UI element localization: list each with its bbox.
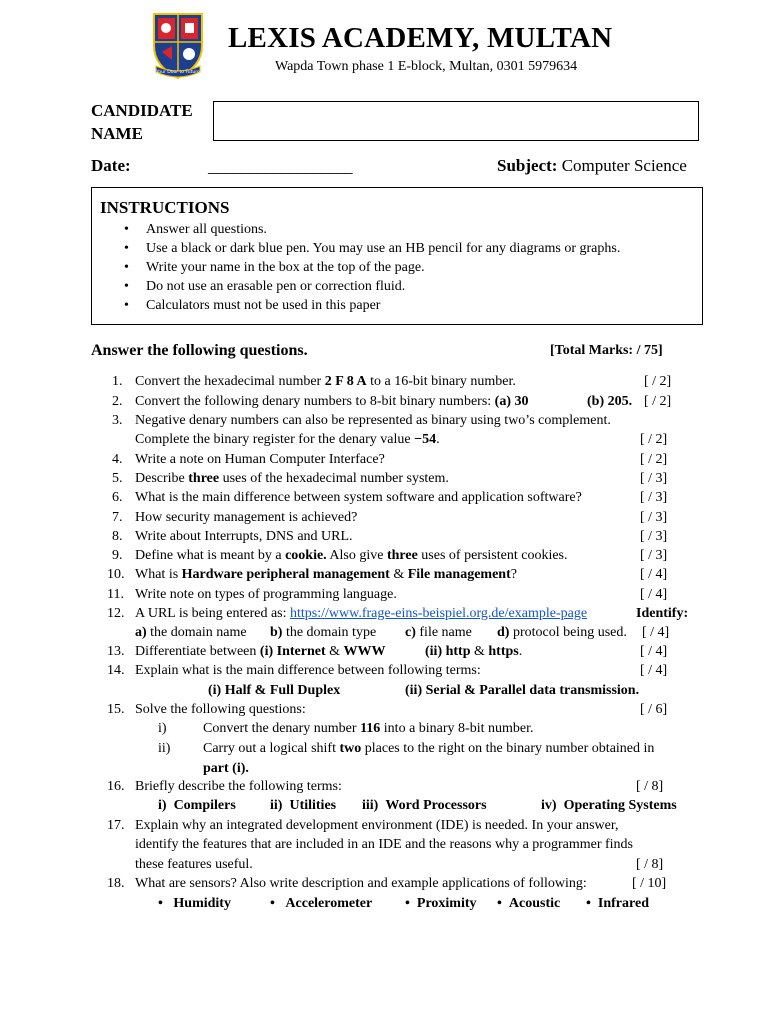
question-number: 9. <box>112 548 123 563</box>
question-number: 11. <box>107 587 124 602</box>
question-15-part-i: Convert the denary number 116 into a binary 8-bit number. <box>203 721 534 736</box>
question-number: 13. <box>107 644 125 659</box>
marks: [ / 2] <box>644 374 672 389</box>
question-number: 1. <box>112 374 123 389</box>
question-13-part-ii: (ii) http & https. <box>425 644 523 659</box>
school-address: Wapda Town phase 1 E-block, Multan, 0301 5979634 <box>275 59 578 74</box>
svg-text:Your Door to Future: Your Door to Future <box>156 70 200 75</box>
total-marks: [Total Marks: / 75] <box>550 343 663 358</box>
question-17-line-3: these features useful. <box>135 857 253 872</box>
question-number: 6. <box>112 490 123 505</box>
question-15: Solve the following questions: <box>135 702 306 717</box>
marks: [ / 2] <box>644 394 672 409</box>
question-12-part-c: c) file name <box>405 625 472 640</box>
question-17-line-2: identify the features that are included in an IDE and the reasons why a programmer finds <box>135 837 633 852</box>
subject: Subject: Computer Science <box>497 156 687 175</box>
term-iii: iii) Word Processors <box>362 798 487 813</box>
marks: [ / 3] <box>640 510 668 525</box>
marks: [ / 10] <box>632 876 667 891</box>
sensor-item: • Infrared <box>586 896 649 911</box>
question-number: 4. <box>112 452 123 467</box>
question-number: 7. <box>112 510 123 525</box>
instruction-item: • Do not use an erasable pen or correction fluid. <box>122 277 620 296</box>
term-iv: iv) Operating Systems <box>541 798 677 813</box>
question-2: Convert the following denary numbers to 8-bit binary numbers: (a) 30 <box>135 394 529 409</box>
question-3: Negative denary numbers can also be represented as binary using two’s complement. <box>135 413 611 428</box>
marks: [ / 8] <box>636 857 664 872</box>
question-14-term-i: (i) Half & Full Duplex <box>208 683 341 698</box>
questions-heading: Answer the following questions. <box>91 342 308 359</box>
question-number: 10. <box>107 567 125 582</box>
question-number: 18. <box>107 876 125 891</box>
marks: [ / 2] <box>640 452 668 467</box>
identify-label: Identify: <box>636 606 689 621</box>
sensor-item: • Acoustic <box>497 896 561 911</box>
marks: [ / 4] <box>642 625 670 640</box>
marks: [ / 3] <box>640 490 668 505</box>
question-number: 16. <box>107 779 125 794</box>
question-1: Convert the hexadecimal number 2 F 8 A to a 16-bit binary number. <box>135 374 516 389</box>
question-4: Write a note on Human Computer Interface? <box>135 452 385 467</box>
question-number: 3. <box>112 413 123 428</box>
marks: [ / 2] <box>640 432 668 447</box>
question-14: Explain what is the main difference between following terms: <box>135 663 481 678</box>
question-12-parts: a) the domain name <box>135 625 247 640</box>
question-number: 8. <box>112 529 123 544</box>
sensor-item: • Proximity <box>405 896 477 911</box>
question-6: What is the main difference between system software and application software? <box>135 490 582 505</box>
question-15-part-ii-cont: part (i). <box>203 761 249 776</box>
question-8: Write about Interrupts, DNS and URL. <box>135 529 353 544</box>
question-10: What is Hardware peripheral management & File management? <box>135 567 517 582</box>
question-11: Write note on types of programming language. <box>135 587 397 602</box>
question-number: 2. <box>112 394 123 409</box>
marks: [ / 4] <box>640 644 668 659</box>
instruction-item: • Answer all questions. <box>122 220 620 239</box>
question-12: A URL is being entered as: https://www.frage-eins-beispiel.org.de/example-page <box>135 606 588 621</box>
instructions-title: INSTRUCTIONS <box>100 198 230 217</box>
sensor-item: • Humidity <box>158 896 231 911</box>
question-number: 15. <box>107 702 125 717</box>
subpart-number: ii) <box>158 741 171 756</box>
candidate-name-label: CANDIDATE NAME <box>91 101 193 143</box>
marks: [ / 6] <box>640 702 668 717</box>
question-7: How security management is achieved? <box>135 510 358 525</box>
example-url-link[interactable]: https://www.frage-eins-beispiel.org.de/example-page <box>290 606 588 621</box>
term-ii: ii) Utilities <box>270 798 337 813</box>
marks: [ / 4] <box>640 663 668 678</box>
instructions-list <box>122 220 620 315</box>
marks: [ / 4] <box>640 567 668 582</box>
subpart-number: i) <box>158 721 167 736</box>
date-field[interactable]: __________________ <box>208 157 352 176</box>
school-logo <box>148 10 208 82</box>
instruction-item: • Use a black or dark blue pen. You may use an HB pencil for any diagrams or graphs. <box>122 239 620 258</box>
marks: [ / 8] <box>636 779 664 794</box>
date-label: Date: <box>91 156 131 175</box>
question-number: 17. <box>107 818 125 833</box>
question-13: Differentiate between (i) Internet & WWW <box>135 644 386 659</box>
term-i: i) Compilers <box>158 798 236 813</box>
question-number: 12. <box>107 606 125 621</box>
marks: [ / 3] <box>640 548 668 563</box>
question-5: Describe three uses of the hexadecimal number system. <box>135 471 449 486</box>
question-9: Define what is meant by a cookie. Also give three uses of persistent cookies. <box>135 548 568 563</box>
question-12-part-b: b) the domain type <box>270 625 377 640</box>
question-12-part-d: d) protocol being used. <box>497 625 627 640</box>
instruction-item: • Write your name in the box at the top of the page. <box>122 258 620 277</box>
marks: [ / 3] <box>640 471 668 486</box>
question-3-line-2: Complete the binary register for the denary value −54. <box>135 432 440 447</box>
question-number: 5. <box>112 471 123 486</box>
question-18: What are sensors? Also write description and example applications of following: <box>135 876 587 891</box>
school-title: LEXIS ACADEMY, MULTAN <box>228 22 613 54</box>
question-14-term-ii: (ii) Serial & Parallel data transmission. <box>405 683 640 698</box>
question-17: Explain why an integrated development environment (IDE) is needed. In your answer, <box>135 818 619 833</box>
question-2-part-b: (b) 205. <box>587 394 633 409</box>
question-16: Briefly describe the following terms: <box>135 779 342 794</box>
question-number: 14. <box>107 663 125 678</box>
candidate-name-field[interactable] <box>213 101 699 141</box>
instruction-item: • Calculators must not be used in this paper <box>122 296 620 315</box>
marks: [ / 4] <box>640 587 668 602</box>
sensor-item: • Accelerometer <box>270 896 373 911</box>
question-15-part-ii: Carry out a logical shift two places to the right on the binary number obtained in <box>203 741 655 756</box>
marks: [ / 3] <box>640 529 668 544</box>
